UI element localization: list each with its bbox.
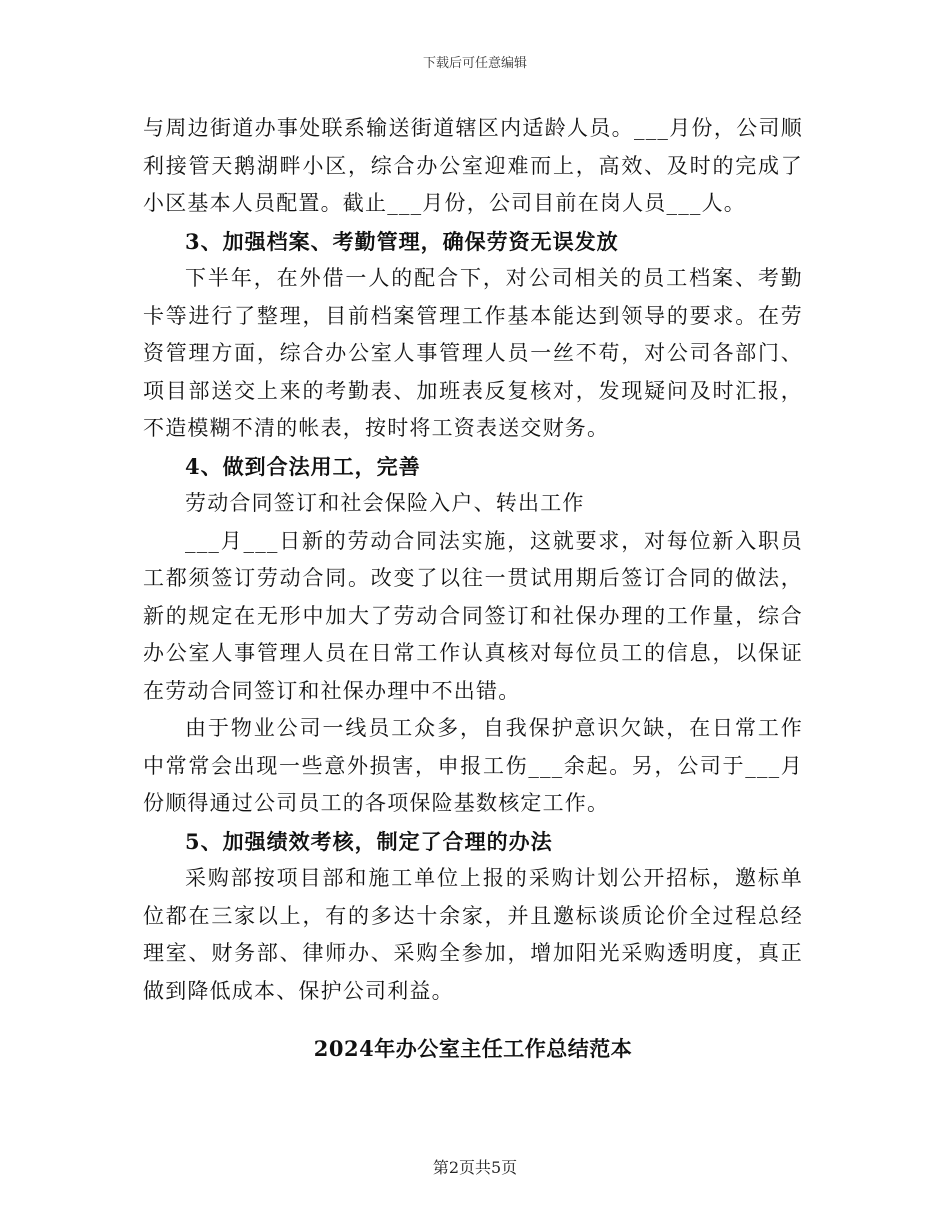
- paragraph-work-injury: 由于物业公司一线员工众多，自我保护意识欠缺，在日常工作中常常会出现一些意外损害，申报工伤___余起。另，公司于___月份顺得通过公司员工的各项保险基数核定工作。: [143, 716, 803, 815]
- heading-performance: 5、加强绩效考核，制定了合理的办法: [185, 828, 553, 854]
- paragraph-staffing: 与周边街道办事处联系输送街道辖区内适龄人员。___月份，公司顺利接管天鹅湖畔小区，综合办公室迎难而上，高效、及时的完成了小区基本人员配置。截止___月份，公司目前在岗人员___人。: [143, 116, 803, 215]
- paragraph-contract-subtitle: 劳动合同签订和社会保险入户、转出工作: [185, 491, 585, 515]
- paragraph-archives: 下半年，在外借一人的配合下，对公司相关的员工档案、考勤卡等进行了整理，目前档案管理工作基本能达到领导的要求。在劳资管理方面，综合办公室人事管理人员一丝不苟，对公司各部门、项目部送交上来的考勤表、加班表反复核对，发现疑问及时汇报，不造模糊不清的帐表，按时将工资表送交财务。: [143, 266, 803, 440]
- document-title: 2024年办公室主任工作总结范本: [313, 1036, 633, 1061]
- page-header-note: 下载后可任意编辑: [422, 56, 527, 71]
- heading-archives-attendance: 3、加强档案、考勤管理，确保劳资无误发放: [185, 228, 619, 254]
- paragraph-labor-contract: ___月___日新的劳动合同法实施，这就要求，对每位新入职员工都须签订劳动合同。改变了以往一贯试用期后签订合同的做法，新的规定在无形中加大了劳动合同签订和社保办理的工作量，综合办公室人事管理人员在日常工作认真核对每位员工的信息，以保证在劳动合同签订和社保办理中不出错。: [143, 528, 803, 703]
- heading-legal-employment: 4、做到合法用工，完善: [185, 453, 421, 479]
- page-number: 第2页共5页: [432, 1158, 518, 1177]
- paragraph-procurement: 采购部按项目部和施工单位上报的采购计划公开招标，邀标单位都在三家以上，有的多达十余家，并且邀标谈质论价全过程总经理室、财务部、律师办、采购全参加，增加阳光采购透明度，真正做到降低成本、保护公司利益。: [143, 866, 803, 1003]
- document-body: [143, 110, 803, 1068]
